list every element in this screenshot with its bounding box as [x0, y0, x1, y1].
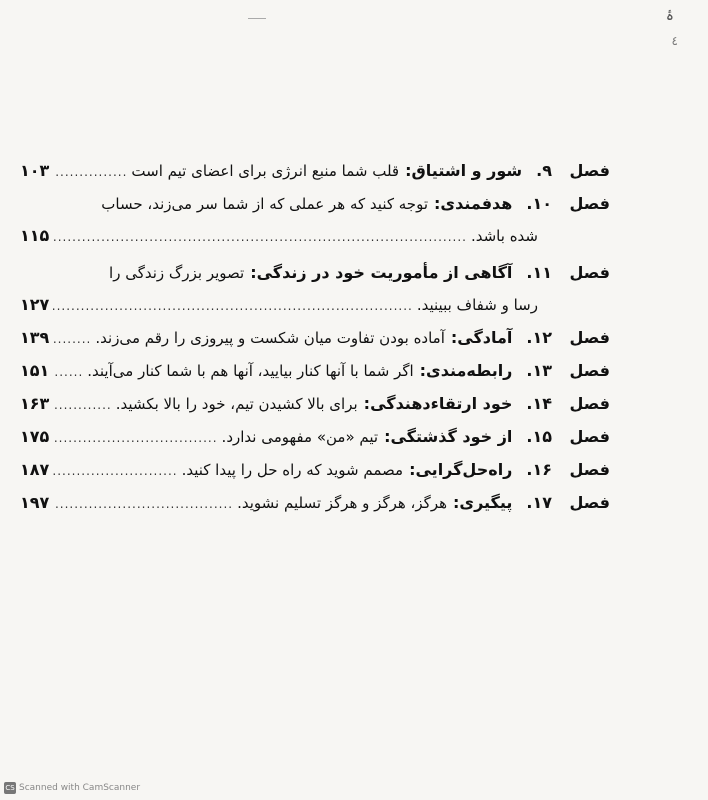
- chapter-description: قلب شما منبع انرژی برای اعضای تیم است: [131, 162, 400, 180]
- page-number: ۱۷۵: [20, 427, 50, 446]
- toc-entry-11-continuation: [20, 289, 610, 322]
- chapter-number: ۱۴.: [526, 394, 552, 413]
- page-number: ۱۸۷: [20, 460, 50, 479]
- chapter-number: ۱۶.: [526, 460, 552, 479]
- chapter-description: برای بالا کشیدن تیم، خود را بالا بکشید.: [115, 395, 358, 413]
- chapter-number: ۱۱.: [526, 263, 552, 282]
- dot-leader: [53, 290, 413, 322]
- chapter-description: هرگز، هرگز و هرگز تسلیم نشوید.: [237, 494, 447, 512]
- page-number: ۱۹۷: [20, 493, 50, 512]
- chapter-label: فصل: [569, 394, 610, 413]
- toc-entry-13: [20, 355, 610, 388]
- toc-entry-15: [20, 421, 610, 454]
- chapter-heading: شور و اشتیاق:: [405, 161, 523, 180]
- dot-leader: [53, 356, 83, 388]
- chapter-heading: هدفمندی:: [434, 194, 513, 213]
- chapter-description-continuation: رسا و شفاف ببینید.: [416, 296, 538, 314]
- page-number: ۱۲۷: [20, 295, 50, 314]
- chapter-number: ۱۳.: [526, 361, 552, 380]
- chapter-label: فصل: [569, 361, 610, 380]
- dot-leader: [53, 488, 233, 520]
- toc-entry-10-continuation: [20, 220, 610, 253]
- chapter-description: مصمم شوید که راه حل را پیدا کنید.: [181, 461, 404, 479]
- dot-leader: [53, 221, 467, 253]
- chapter-number: ۹.: [536, 161, 552, 180]
- scanner-watermark: [4, 782, 140, 794]
- chapter-label: فصل: [569, 161, 610, 180]
- chapter-label: فصل: [569, 460, 610, 479]
- corner-mark-2: ٤: [671, 34, 678, 48]
- camscanner-icon: CS: [5, 784, 15, 792]
- toc-entry-10: [20, 188, 610, 220]
- page-number: ۱۰۳: [20, 161, 50, 180]
- page-number: ۱۵۱: [20, 361, 50, 380]
- chapter-description: تصویر بزرگ زندگی را: [109, 264, 245, 282]
- table-of-contents: [20, 155, 610, 520]
- chapter-label: فصل: [569, 328, 610, 347]
- chapter-heading: آمادگی:: [450, 328, 513, 347]
- chapter-label: فصل: [569, 263, 610, 282]
- chapter-heading: راه‌حل‌گرایی:: [409, 460, 513, 479]
- page-number: ۱۱۵: [20, 226, 50, 245]
- chapter-heading: رابطه‌مندی:: [419, 361, 513, 380]
- chapter-heading: آگاهی از مأموریت خود در زندگی:: [250, 263, 513, 282]
- chapter-description: توجه کنید که هر عملی که از شما سر می‌زند، حساب: [101, 195, 429, 213]
- chapter-heading: خود ارتقاءدهندگی:: [363, 394, 513, 413]
- toc-entry-14: [20, 388, 610, 421]
- chapter-label: فصل: [569, 194, 610, 213]
- dot-leader: [53, 323, 91, 355]
- dot-leader: [53, 389, 111, 421]
- toc-entry-11: [20, 257, 610, 289]
- chapter-label: فصل: [569, 427, 610, 446]
- chapter-description: اگر شما با آنها کنار بیایید، آنها هم با شما کنار می‌آیند.: [87, 362, 414, 380]
- chapter-heading: از خود گذشتگی:: [384, 427, 513, 446]
- toc-entry-17: [20, 487, 610, 520]
- chapter-number: ۱۲.: [526, 328, 552, 347]
- chapter-heading: پیگیری:: [453, 493, 513, 512]
- chapter-label: فصل: [569, 493, 610, 512]
- toc-entry-12: [20, 322, 610, 355]
- chapter-description: تیم «من» مفهومی ندارد.: [221, 428, 379, 446]
- chapter-description: آماده بودن تفاوت میان شکست و پیروزی را رقم می‌زند.: [95, 329, 445, 347]
- dot-leader: [53, 455, 177, 487]
- scanner-watermark-text: Scanned with CamScanner: [19, 783, 141, 793]
- page-number: ۱۶۳: [20, 394, 50, 413]
- chapter-number: ۱۷.: [526, 493, 552, 512]
- chapter-number: ۱۵.: [526, 427, 552, 446]
- dot-leader: [53, 156, 127, 188]
- dot-leader: [53, 422, 217, 454]
- page-number: ۱۳۹: [20, 328, 50, 347]
- chapter-number: ۱۰.: [526, 194, 552, 213]
- toc-entry-9: [20, 155, 610, 188]
- scan-mark: [248, 18, 266, 19]
- corner-mark: ۂ: [665, 8, 674, 24]
- chapter-description-continuation: شده باشد.: [470, 227, 538, 245]
- toc-entry-16: [20, 454, 610, 487]
